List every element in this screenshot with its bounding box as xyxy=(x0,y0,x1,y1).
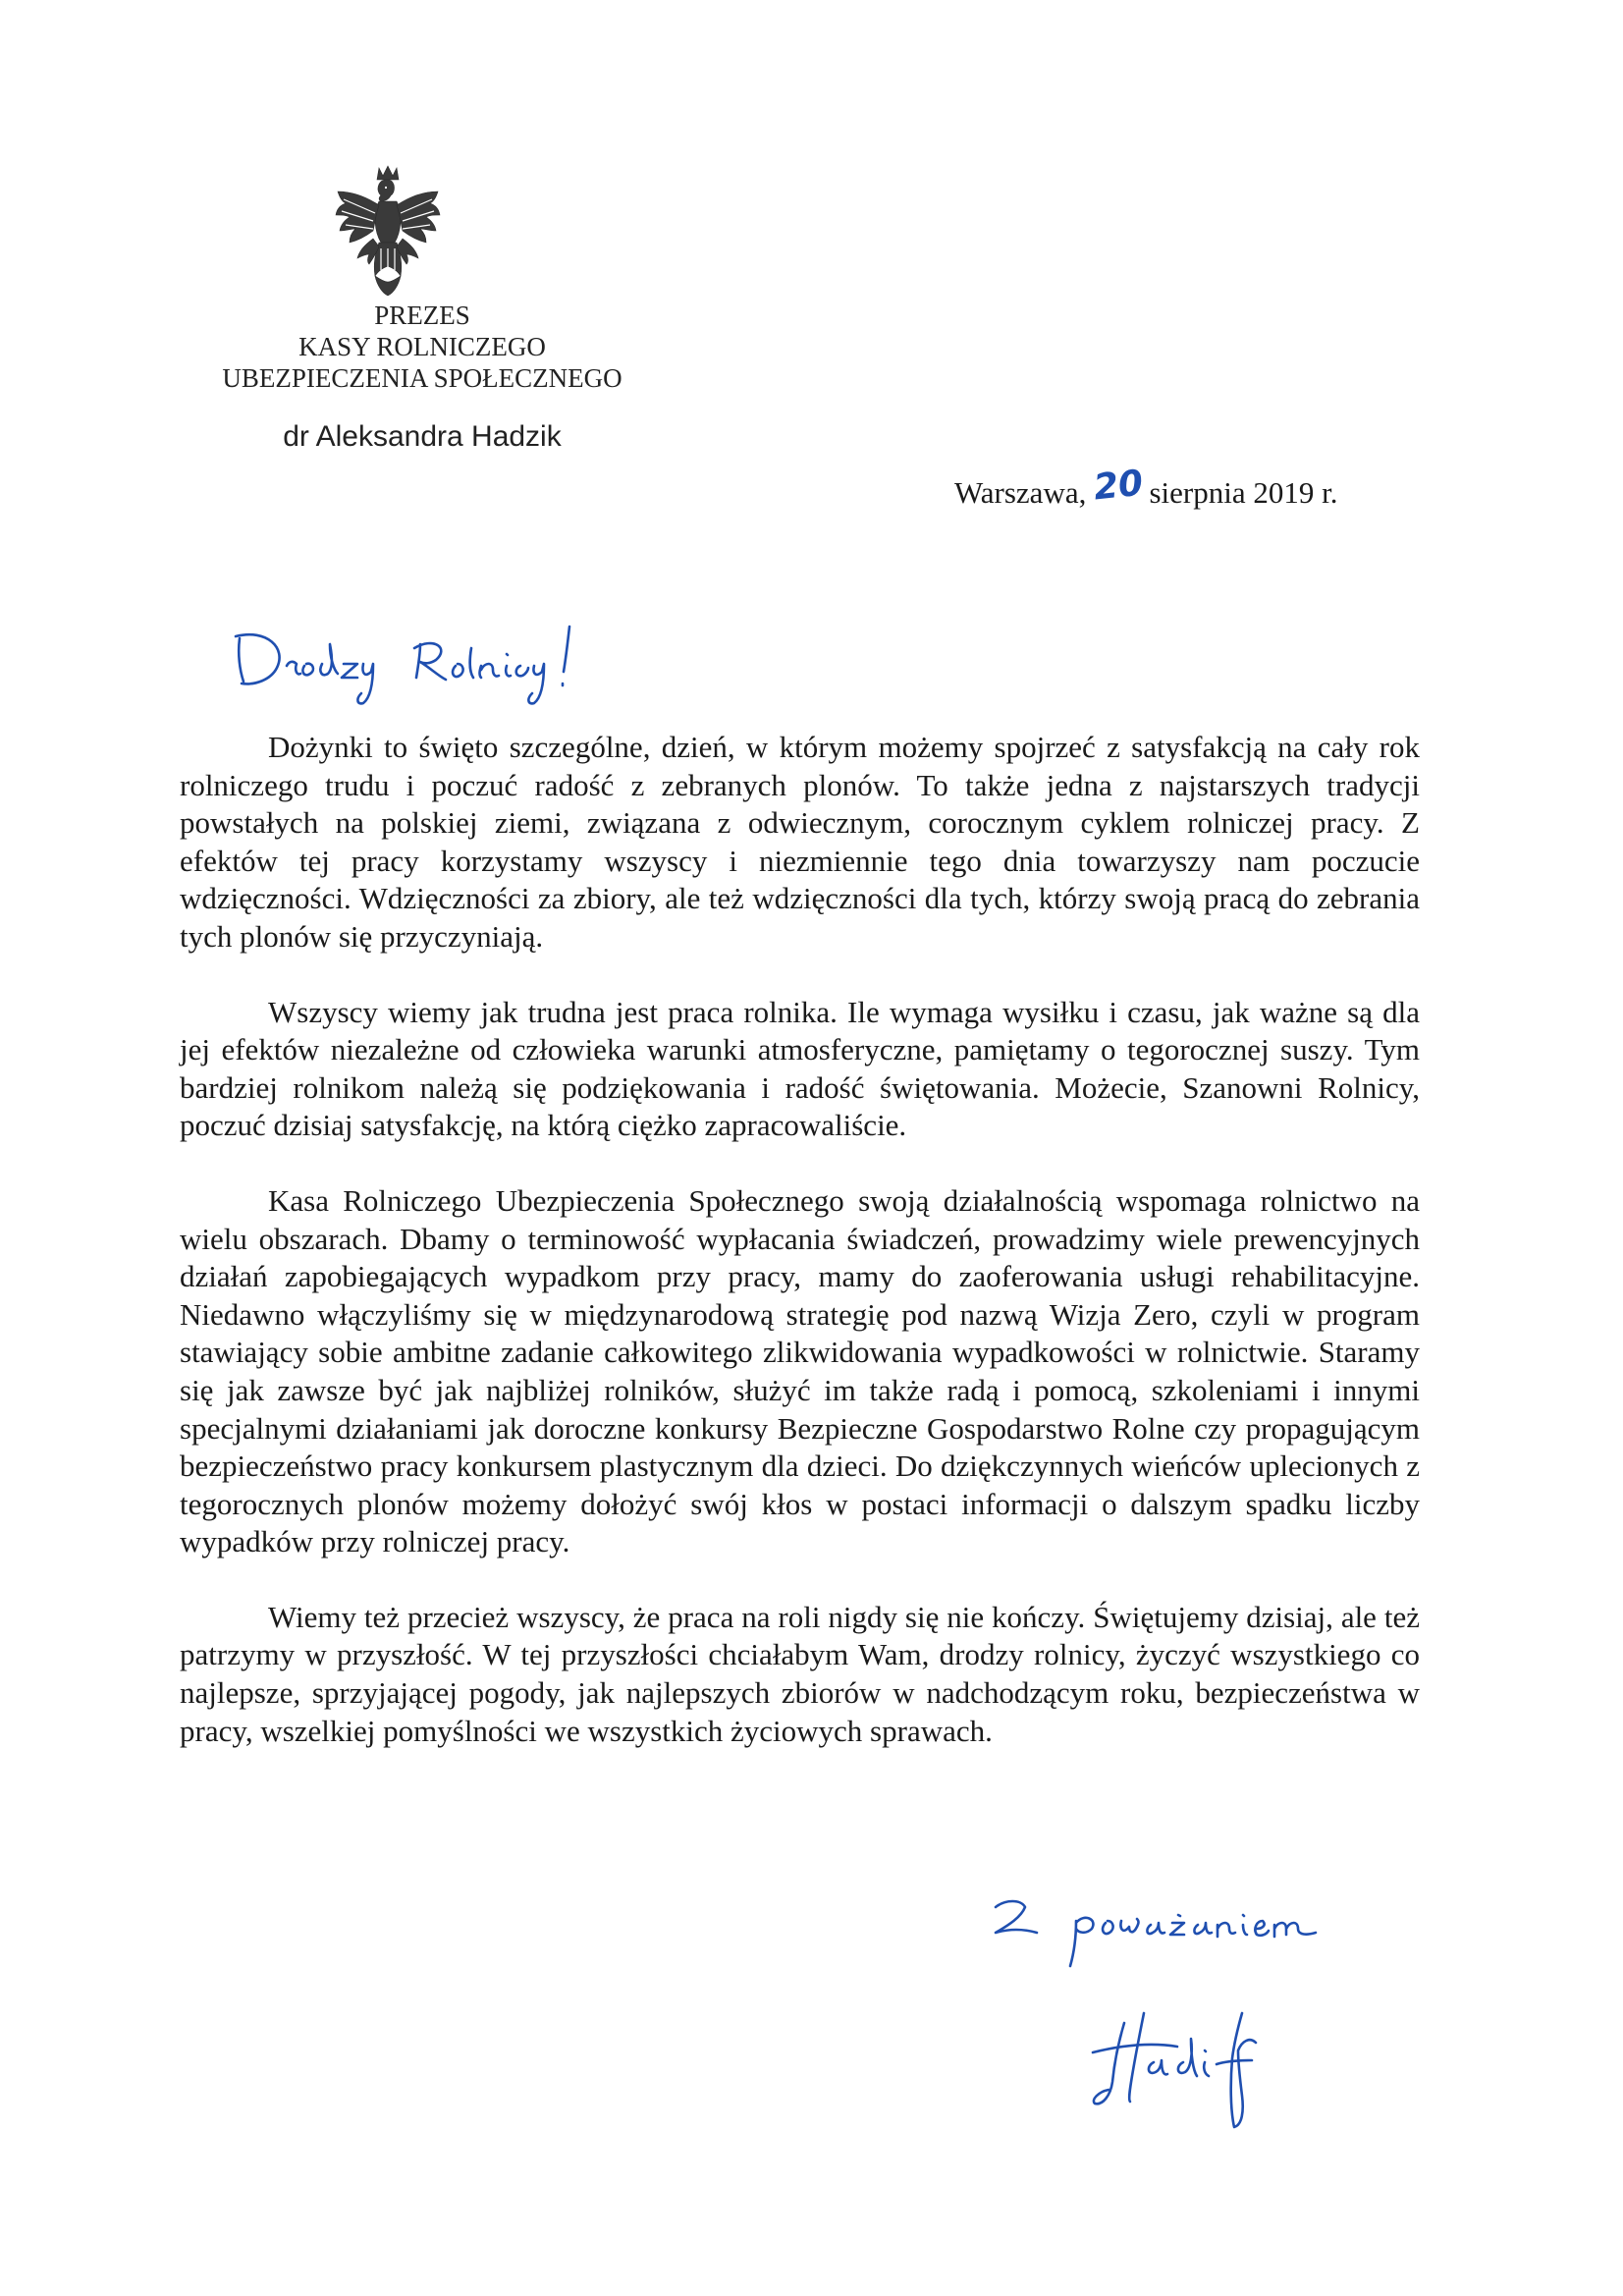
header-org-line-1: KASY ROLNICZEGO xyxy=(298,332,546,361)
header-org-line-2: UBEZPIECZENIA SPOŁECZNEGO xyxy=(222,363,622,393)
date-line xyxy=(954,463,1338,512)
handwritten-closing xyxy=(982,1886,1394,1974)
date-day-handwritten: 20 xyxy=(1092,463,1146,509)
paragraph-1: Dożynki to święto szczególne, dzień, w którym możemy spojrzeć z satysfakcją na cały rok rolniczego trudu i poczuć radość z zebranych plonów. To także jedna z najstarszych tradycji powstałych na polskiej ziemi, związana z odwiecznym, corocznym cyklem rolniczej pracy. Z efektów tej pracy korzystamy wszyscy i niezmiennie tego dnia towarzyszy nam poczucie wdzięczności. Wdzięczności za zbiory, ale też wdzięczności dla tych, którzy swoją pracą do zebrania tych plonów się przyczyniają. xyxy=(180,730,1420,954)
paragraph-2: Wszyscy wiemy jak trudna jest praca rolnika. Ile wymaga wysiłku i czasu, jak ważne są dla jej efektów niezależne od człowieka warunki atmosferyczne, pamiętamy o tegorocznej suszy. Tym bardziej rolnikom należą się podziękowania i radość świętowania. Możecie, Szanowni Rolnicy, poczuć dzisiaj satysfakcję, na którą ciężko zapracowaliście. xyxy=(180,994,1420,1143)
white-eagle-emblem-icon xyxy=(330,162,446,298)
sender-header xyxy=(177,300,668,394)
letter-body xyxy=(180,729,1420,1787)
date-city: Warszawa, xyxy=(954,475,1087,510)
date-rest: sierpnia 2019 r. xyxy=(1149,475,1338,510)
paragraph-4: Wiemy też przecież wszyscy, że praca na roli nigdy się nie kończy. Świętujemy dzisiaj, ale też patrzymy w przyszłość. W tej przyszłości chciałabym Wam, drodzy rolnicy, życzyć wszystkiego co najlepsze, sprzyjającej pogody, jak najlepszych zbiorów w nadchodzącym roku, bezpieczeństwa w pracy, wszelkiej pomyślności we wszystkich życiowych sprawach. xyxy=(180,1599,1420,1748)
paragraph-3: Kasa Rolniczego Ubezpieczenia Społecznego swoją działalnością wspomaga rolnictwo na wielu obszarach. Dbamy o terminowość wypłacania świadczeń, prowadzimy wiele prewencyjnych działań zapobiegających wypadkom przy pracy, mamy do zaoferowania usługi rehabilitacyjne. Niedawno włączyliśmy się w międzynarodową strategię pod nazwą Wizja Zero, czyli w program stawiający sobie ambitne zadanie całkowitego zlikwidowania wypadkowości w rolnictwie. Staramy się jak zawsze być jak najbliżej rolników, służyć im także radą i pomocą, szkoleniami i innymi specjalnymi działaniami jak doroczne konkursy Bezpieczne Gospodarstwo Rolne czy propagującym bezpieczeństwo pracy konkursem plastycznym dla dzieci. Do dziękczynnych wieńców uplecionych z tegorocznych plonów możemy dołożyć swój kłos w postaci informacji o dalszym spadku liczby wypadków przy rolniczej pracy. xyxy=(180,1182,1420,1559)
handwritten-signature xyxy=(1085,1994,1301,2141)
handwritten-salutation xyxy=(228,609,758,717)
header-title-line: PREZES xyxy=(374,301,470,330)
author-name: dr Aleksandra Hadzik xyxy=(283,420,562,453)
